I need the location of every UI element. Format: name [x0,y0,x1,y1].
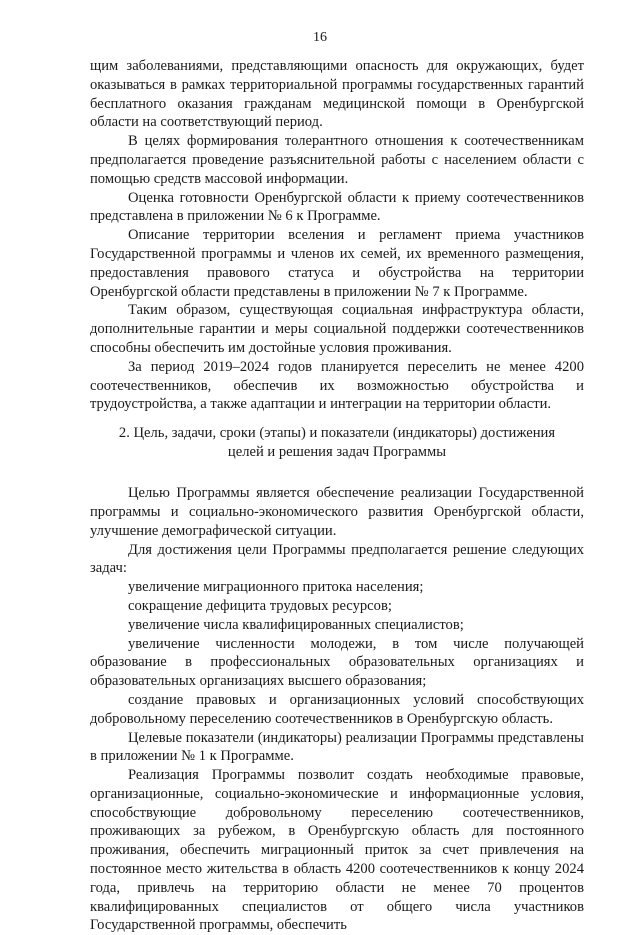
paragraph: Оценка готовности Оренбургской области к приему соотечественников представлена в приложении № 6 к Программе. [90,189,584,225]
paragraph: Описание территории вселения и регламент приема участников Государственной программы и членов их семей, их временного размещения, предоставления правового статуса и обустройства на территории Оренбургской области представлены в приложении № 7 к Программе. [90,227,584,300]
paragraph: Реализация Программы позволит создать необходимые правовые, организационные, социально-экономические и информационные условия, способствующие добровольному переселению соотечественников, проживающих за рубежом, в Оренбургскую область для постоянного проживания, обеспечить миграционный приток за счет привлечения на постоянное место жительства в область 4200 соотечественников к концу 2024 года, привлечь на территорию области не менее 70 процентов квалифицированных специалистов от общего числа участников Государственной программы, обеспечить [90,767,584,934]
section-heading-line-2: целей и решения задач Программы [227,444,447,461]
section-heading [90,424,584,462]
paragraph: щим заболеваниями, представляющими опасность для окружающих, будет оказываться в рамках территориальной программы государственных гарантий бесплатного оказания гражданам медицинской помощи в Оренбургской области на соответствующий период. [90,58,584,131]
task-item: создание правовых и организационных условий способствующих добровольному переселению соотечественников в Оренбургскую область. [90,691,584,727]
paragraph: За период 2019–2024 годов планируется переселить не менее 4200 соотечественников, обеспечив их возможностью обустройства и трудоустройства, а также адаптации и интеграции на территории области. [90,358,584,413]
page-number: 16 [313,30,327,45]
paragraph: В целях формирования толерантного отношения к соотечественникам предполагается проведение разъяснительной работы с населением области с помощью средств массовой информации. [90,133,584,187]
document-body [90,57,584,935]
task-item: увеличение миграционного притока населения; [128,579,424,596]
task-item: сокращение дефицита трудовых ресурсов; [128,597,392,614]
section-heading-line-1: 2. Цель, задачи, сроки (этапы) и показатели (индикаторы) достижения [118,425,556,442]
paragraph: Целевые показатели (индикаторы) реализации Программы представлены в приложении № 1 к Программе. [90,729,584,765]
task-item: увеличение численности молодежи, в том числе получающей образование в профессиональных образовательных организациях и образовательных организациях высшего образования; [90,635,584,690]
paragraph: Таким образом, существующая социальная инфраструктура области, дополнительные гарантии и меры социальной поддержки соотечественников способны обеспечить им достойные условия проживания. [90,302,584,356]
task-item: увеличение числа квалифицированных специалистов; [128,616,464,633]
paragraph: Для достижения цели Программы предполагается решение следующих задач: [90,541,584,577]
paragraph: Целью Программы является обеспечение реализации Государственной программы и социально-экономического развития Оренбургской области, улучшение демографической ситуации. [90,485,584,539]
